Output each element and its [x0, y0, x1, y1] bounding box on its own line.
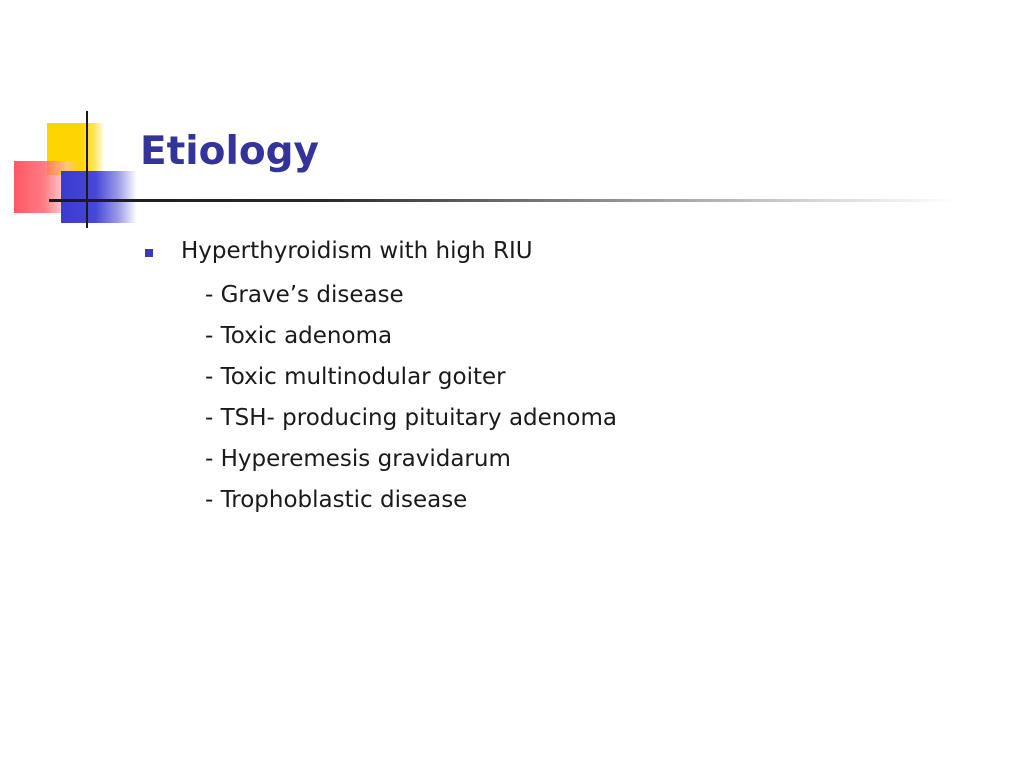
- bullet-text: Hyperthyroidism with high RIU: [181, 238, 533, 264]
- title-underline: [49, 199, 959, 202]
- sub-list-item: - Hyperemesis gravidarum: [205, 446, 511, 472]
- slide-title: Etiology: [140, 129, 319, 174]
- decorative-logo: [0, 0, 150, 240]
- bullet-item: [142, 234, 962, 268]
- square-bullet-icon: [145, 249, 153, 257]
- sub-list: [205, 275, 1024, 521]
- vertical-divider: [86, 111, 88, 228]
- sub-list-item: - Grave’s disease: [205, 282, 404, 308]
- blue-square: [61, 171, 137, 223]
- slide-content: [142, 234, 962, 521]
- sub-list-item: - Toxic multinodular goiter: [205, 364, 506, 390]
- sub-list-item: - TSH- producing pituitary adenoma: [205, 405, 617, 431]
- sub-list-item: - Trophoblastic disease: [205, 487, 468, 513]
- sub-list-item: - Toxic adenoma: [205, 323, 393, 349]
